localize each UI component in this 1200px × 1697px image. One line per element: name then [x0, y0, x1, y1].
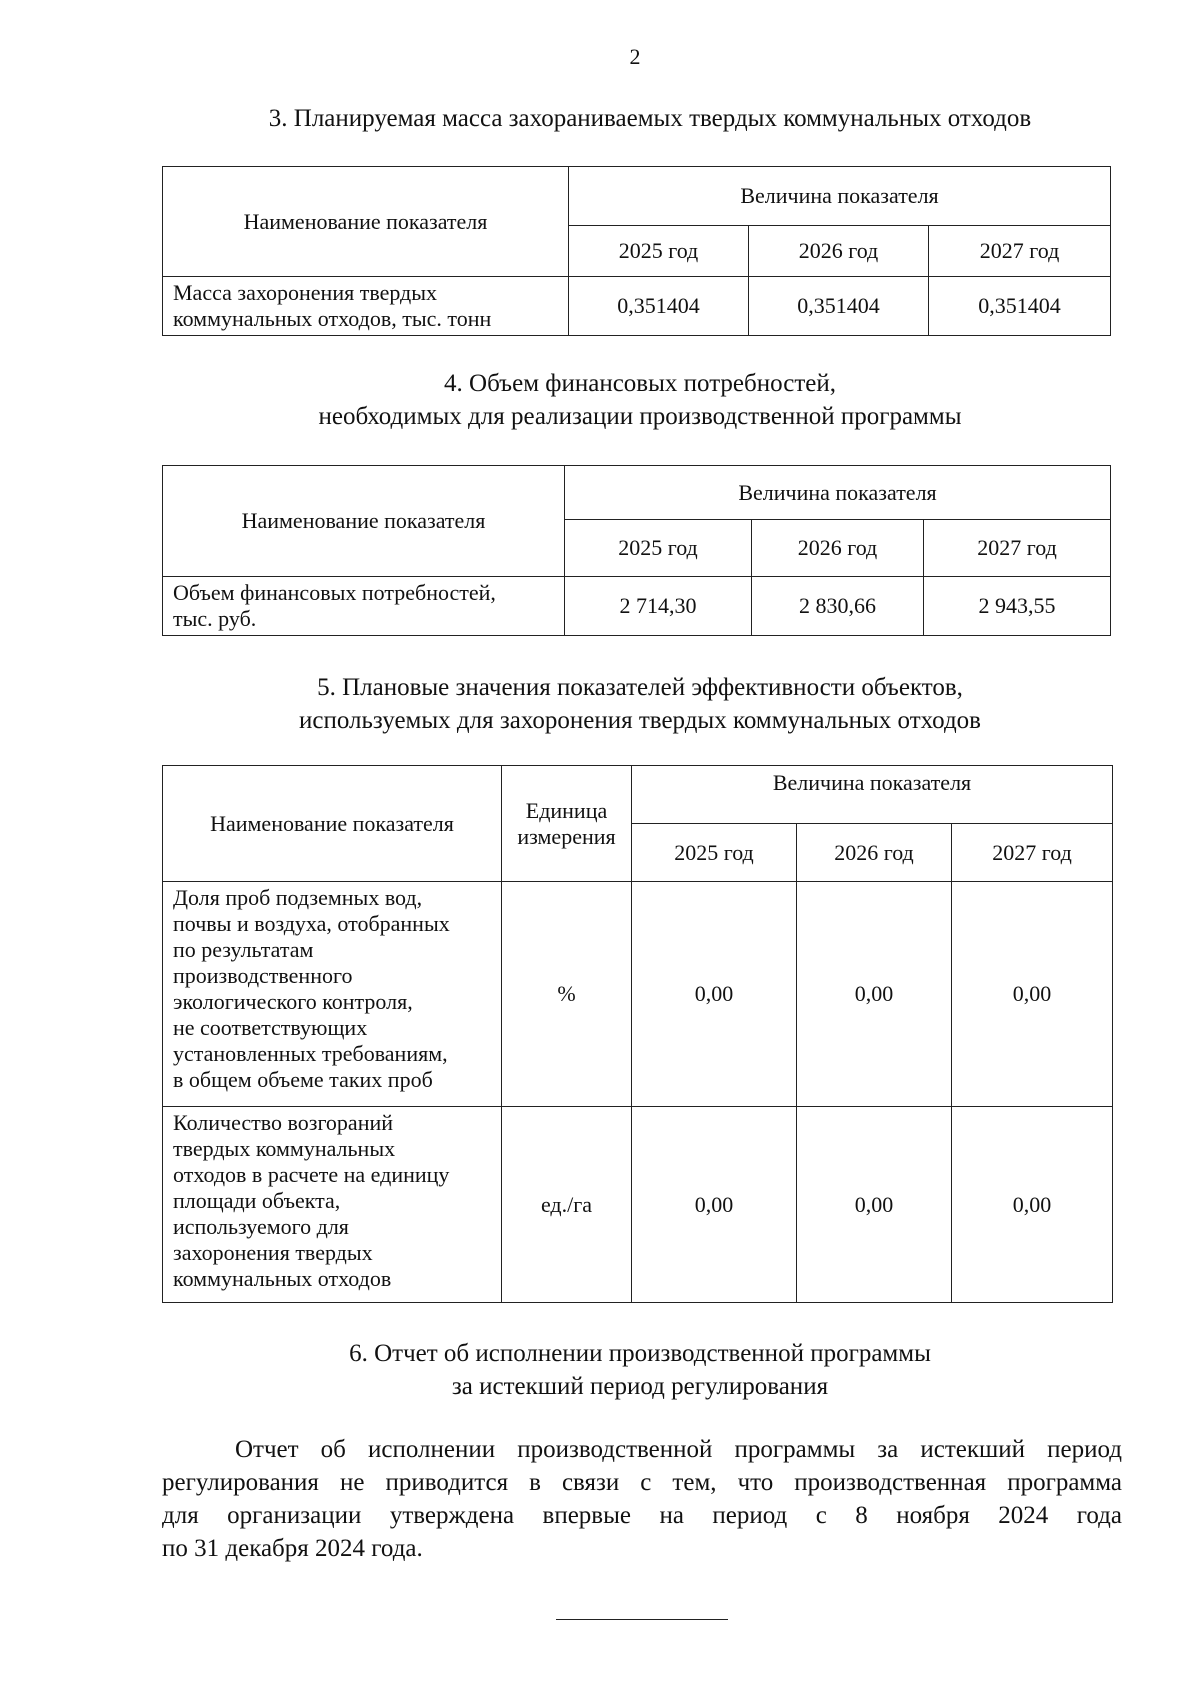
header-year: 2025 год	[565, 520, 752, 577]
value-cell: 0,351404	[749, 277, 929, 336]
value-cell: 0,351404	[569, 277, 749, 336]
row-name-line: отходов в расчете на единицу	[173, 1162, 450, 1187]
table-row	[163, 1107, 1113, 1303]
row-name-line: коммунальных отходов, тыс. тонн	[173, 306, 492, 331]
section-3-table	[162, 166, 1111, 336]
header-unit	[502, 766, 632, 882]
value-cell: 2 943,55	[924, 577, 1111, 636]
section-3-title	[150, 102, 1150, 135]
value-cell: 0,00	[952, 1107, 1113, 1303]
header-value: Величина показателя	[569, 167, 1111, 226]
row-name-line: Доля проб подземных вод,	[173, 885, 423, 910]
paragraph-line: для организации утверждена впервые на период с 8 ноября 2024 года	[162, 1502, 1122, 1529]
header-year: 2027 год	[952, 824, 1113, 882]
section-5-title-line: 5. Плановые значения показателей эффективности объектов,	[317, 674, 963, 701]
header-name: Наименование показателя	[163, 466, 565, 577]
row-name-line: не соответствующих	[173, 1015, 368, 1040]
row-name	[163, 277, 569, 336]
section-5-table	[162, 765, 1113, 1303]
row-name-line: установленных требованиям,	[173, 1041, 448, 1066]
row-name-line: площади объекта,	[173, 1188, 341, 1213]
row-name-line: в общем объеме таких проб	[173, 1067, 433, 1092]
header-year: 2027 год	[924, 520, 1111, 577]
header-name: Наименование показателя	[163, 766, 502, 882]
value-cell: 2 830,66	[752, 577, 924, 636]
header-unit-line: измерения	[517, 823, 616, 849]
row-name-line: захоронения твердых	[173, 1240, 373, 1265]
section-6-title-line: за истекший период регулирования	[451, 1373, 829, 1400]
paragraph-line: Отчет об исполнении производственной программы за истекший период	[235, 1436, 1122, 1463]
value-cell: 0,351404	[929, 277, 1111, 336]
row-name-line: используемого для	[173, 1214, 349, 1239]
row-name-line: по результатам	[173, 937, 314, 962]
row-name-line: Количество возгораний	[173, 1110, 394, 1135]
header-year: 2027 год	[929, 226, 1111, 277]
row-name-line: производственного	[173, 963, 353, 988]
header-year: 2025 год	[632, 824, 797, 882]
header-name: Наименование показателя	[163, 167, 569, 277]
value-cell: 0,00	[952, 882, 1113, 1107]
section-6-title-line: 6. Отчет об исполнении производственной программы	[349, 1340, 931, 1367]
row-name-line: Масса захоронения твердых	[173, 280, 438, 305]
row-name-line: почвы и воздуха, отобранных	[173, 911, 450, 936]
section-5-title	[190, 671, 1090, 737]
table-row	[163, 577, 1111, 636]
value-cell: 0,00	[632, 882, 797, 1107]
row-name-line: коммунальных отходов	[173, 1266, 392, 1291]
table-row	[163, 277, 1111, 336]
row-name	[163, 1107, 502, 1303]
table-row	[163, 882, 1113, 1107]
paragraph-line: регулирования не приводится в связи с тем, что производственная программа	[162, 1469, 1122, 1496]
header-value: Величина показателя	[565, 466, 1111, 520]
header-year: 2026 год	[752, 520, 924, 577]
row-name-line: экологического контроля,	[173, 989, 413, 1014]
end-divider	[556, 1619, 728, 1620]
section-4-title-line: необходимых для реализации производственной программы	[318, 403, 962, 430]
row-name	[163, 577, 565, 636]
section-6-title	[190, 1337, 1090, 1403]
unit-cell: %	[502, 882, 632, 1107]
section-4-title-line: 4. Объем финансовых потребностей,	[444, 370, 836, 397]
row-name	[163, 882, 502, 1107]
paragraph-line: по 31 декабря 2024 года.	[162, 1535, 423, 1562]
page-number: 2	[629, 44, 641, 69]
header-year: 2026 год	[797, 824, 952, 882]
row-name-line: твердых коммунальных	[173, 1136, 396, 1161]
value-cell: 2 714,30	[565, 577, 752, 636]
row-name-line: тыс. руб.	[173, 606, 257, 631]
section-4-table	[162, 465, 1111, 636]
unit-cell: ед./га	[502, 1107, 632, 1303]
section-6-paragraph	[162, 1433, 1122, 1565]
header-value: Величина показателя	[632, 766, 1113, 824]
header-year: 2025 год	[569, 226, 749, 277]
value-cell: 0,00	[797, 882, 952, 1107]
section-5-title-line: используемых для захоронения твердых коммунальных отходов	[299, 707, 981, 734]
section-4-title	[190, 367, 1090, 433]
row-name-line: Объем финансовых потребностей,	[173, 580, 496, 605]
value-cell: 0,00	[797, 1107, 952, 1303]
section-3-title-text: 3. Планируемая масса захораниваемых твердых коммунальных отходов	[268, 105, 1032, 132]
header-unit-line: Единица	[525, 797, 608, 823]
header-year: 2026 год	[749, 226, 929, 277]
value-cell: 0,00	[632, 1107, 797, 1303]
